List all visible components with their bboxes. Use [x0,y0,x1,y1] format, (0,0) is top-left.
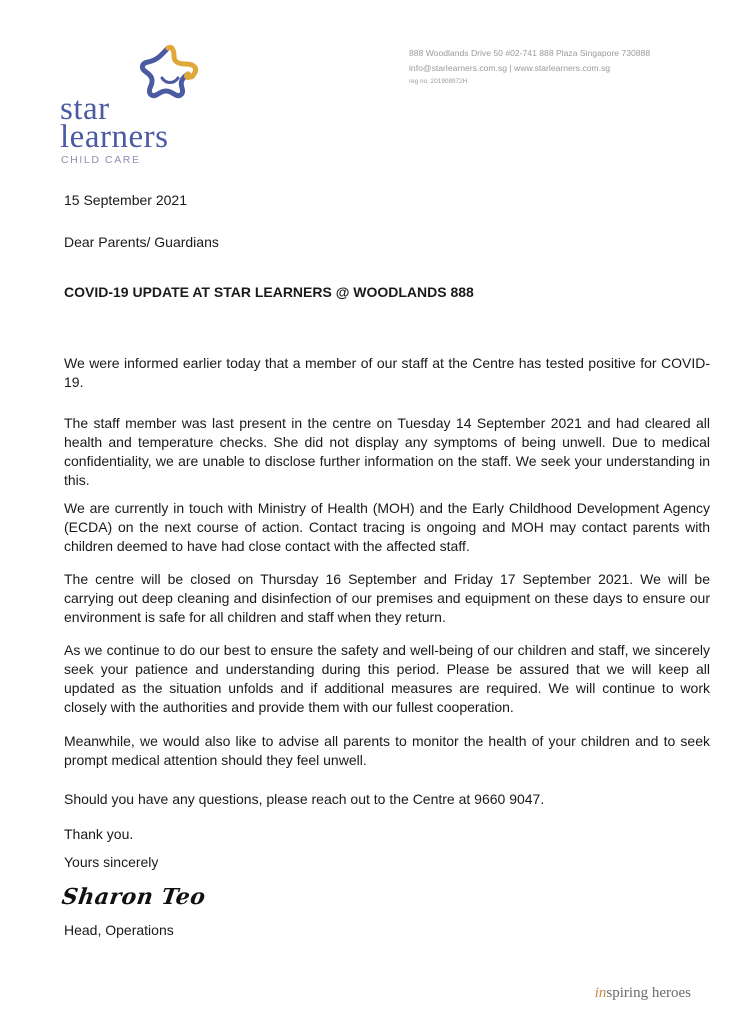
letter-subject: COVID-19 UPDATE AT STAR LEARNERS @ WOODLANDS 888 [64,284,474,300]
letter-paragraph: Should you have any questions, please reach out to the Centre at 9660 9047. [64,791,545,807]
footer-tagline [595,985,691,1002]
letter-paragraph: The staff member was last present in the centre on Tuesday 14 September 2021 and had cleared all health and temperature checks. She did not display any symptoms of being unwell. Due to medical confidentiality, we are unable to disclose further information on the staff. We seek your understanding in this. [64,415,710,488]
handwritten-signature: Sharon Teo [60,884,208,910]
letter-paragraph: Meanwhile, we would also like to advise all parents to monitor the health of your children and to seek prompt medical attention should they feel unwell. [64,733,710,768]
logo-word-learners: learners [60,119,169,155]
letter-date: 15 September 2021 [64,192,187,208]
letter-paragraph: The centre will be closed on Thursday 16 September and Friday 17 September 2021. We will be carrying out deep cleaning and disinfection of our premises and equipment on these days to ensure our environment is safe for all children and staff when they return. [64,571,710,625]
letterhead-contact-block [409,46,729,87]
tagline-rest: spiring heroes [606,985,691,1001]
letterhead-contact: info@starlearners.com.sg | www.starlearners.com.sg [409,63,611,73]
star-logo-icon [138,44,210,106]
letter-closing: Yours sincerely [64,854,159,870]
letterhead-address: 888 Woodlands Drive 50 #02-741 888 Plaza Singapore 730888 [409,48,651,58]
company-logo [60,44,220,169]
letter-paragraph: Thank you. [64,826,134,842]
tagline-prefix: in [594,985,607,1001]
letter-paragraph: We are currently in touch with Ministry of Health (MOH) and the Early Childhood Development Agency (ECDA) on the next course of action. Contact tracing is ongoing and MOH may contact parents with children deemed to have had close contact with the affected staff. [64,500,710,554]
letter-salutation: Dear Parents/ Guardians [64,234,219,250]
logo-subtitle: CHILD CARE [61,154,141,166]
signer-title: Head, Operations [64,922,174,938]
logo-word-star: star [60,91,110,127]
letterhead-registration: reg no. 201908972H [409,78,468,85]
letter-paragraph: We were informed earlier today that a member of our staff at the Centre has tested positive for COVID-19. [64,355,710,390]
letter-paragraph: As we continue to do our best to ensure the safety and well-being of our children and staff, we sincerely seek your patience and understanding during this period. Please be assured that we will keep all updated as the situation unfolds and if additional measures are required. We will continue to work closely with the authorities and provide them with our fullest cooperation. [64,642,710,715]
